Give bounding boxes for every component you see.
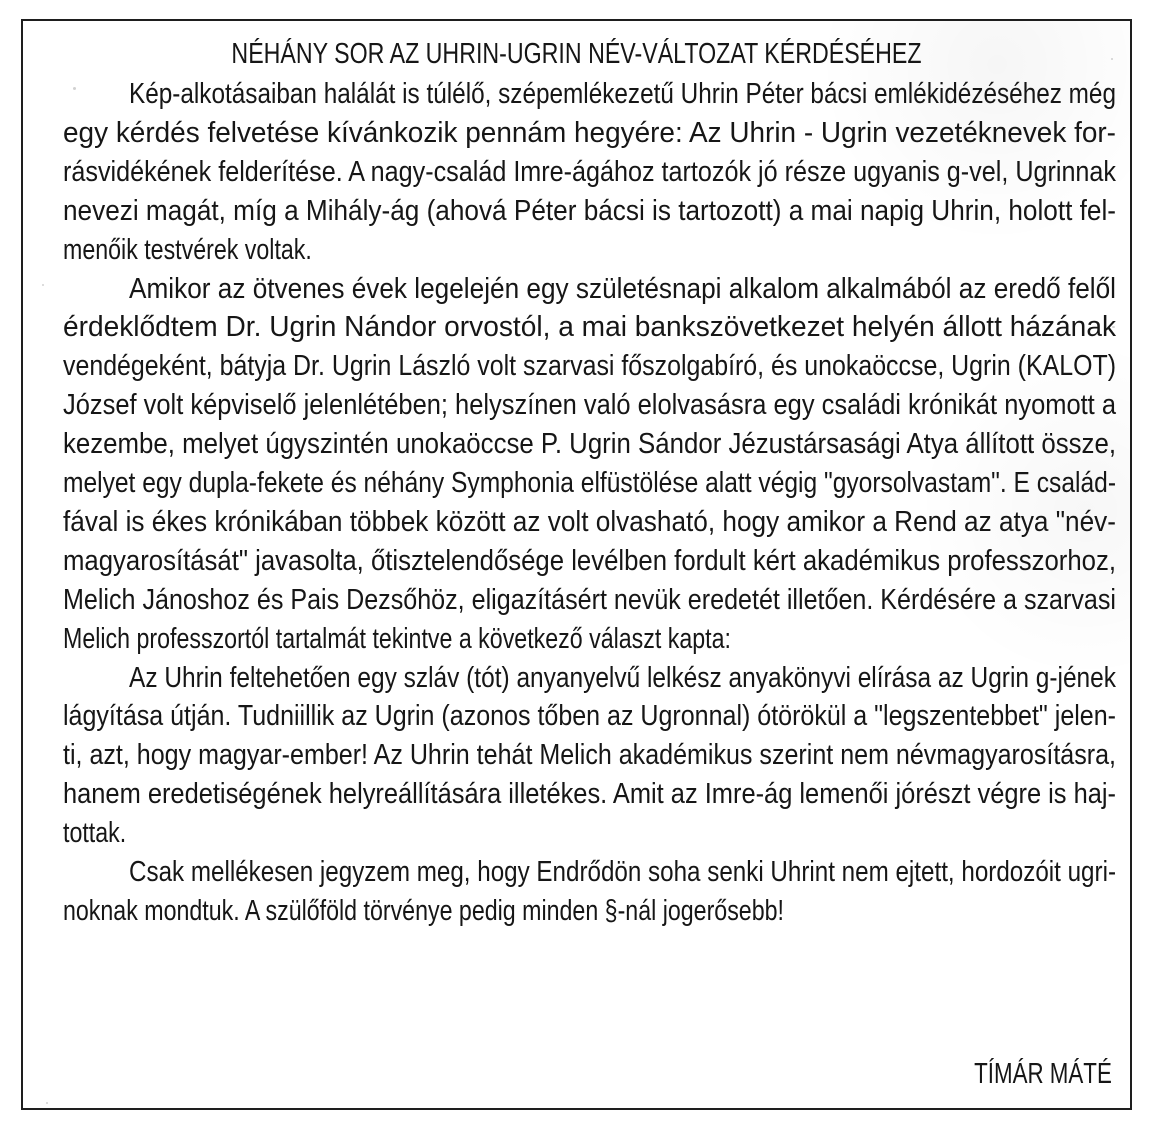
scan-speck: [46, 1102, 48, 1104]
text-line: ti, azt, hogy magyar-ember! Az Uhrin tehát Melich akadémikus szerint nem névmagyarosításra,: [63, 739, 1116, 772]
text-line: melyet egy dupla-fekete és néhány Symphonia elfüstölése alatt végig "gyorsolvastam". E család-: [63, 467, 1116, 499]
article-frame: [21, 19, 1132, 1110]
scan-speck: [1111, 58, 1113, 60]
text-line: Amikor az ötvenes évek legelején egy születésnapi alkalom alkalmából az eredő felől: [129, 272, 1116, 305]
text-line: Kép-alkotásaiban halálát is túlélő, szépemlékezetű Uhrin Péter bácsi emlékidézéséhez még: [129, 78, 1116, 110]
text-line: Csak mellékesen jegyzem meg, hogy Endrődön soha senki Uhrint nem ejtett, hordozóit ugri-: [129, 856, 1116, 888]
text-line: kezembe, melyet úgyszintén unokaöccse P. Ugrin Sándor Jézustársasági Atya állított össze,: [63, 428, 1116, 461]
text-line: hanem eredetiségének helyreállítására illetékes. Amit az Imre-ág lemenői jórészt végre is haj-: [63, 778, 1116, 811]
text-line: magyarosítását" javasolta, őtisztelendősége levélben fordult kért akadémikus professzorhoz,: [63, 544, 1116, 577]
text-line: rásvidékének felderítése. A nagy-család Imre-ágához tartozók jó része ugyanis g-vel, Ugrinnak: [63, 155, 1116, 188]
author-signature: TÍMÁR MÁTÉ: [974, 1058, 1112, 1090]
text-line: egy kérdés felvetése kívánkozik pennám hegyére: Az Uhrin - Ugrin vezetéknevek for-: [63, 116, 1116, 149]
text-line: menőik testvérek voltak.: [63, 233, 312, 266]
text-line: nevezi magát, míg a Mihály-ág (ahová Péter bácsi is tartozott) a mai napig Uhrin, holott fel-: [63, 194, 1116, 227]
text-line: lágyítása útján. Tudniillik az Ugrin (azonos tőben az Ugronnal) ótörökül a "legszentebbet" jelen-: [63, 700, 1116, 733]
scan-speck: [73, 87, 76, 90]
text-line: Melich Jánoshoz és Pais Dezsőhöz, eligazításért nevük eredetét illetően. Kérdésére a szarvasi: [63, 583, 1116, 616]
scan-speck: [42, 284, 44, 286]
page-title: NÉHÁNY SOR AZ UHRIN-UGRIN NÉV-VÁLTOZAT KÉRDÉSÉHEZ: [231, 38, 922, 70]
text-line: érdeklődtem Dr. Ugrin Nándor orvostól, a mai bankszövetkezet helyén állott házának: [63, 311, 1116, 344]
text-line: noknak mondtuk. A szülőföld törvénye pedig minden §-nál jogerősebb!: [63, 894, 784, 927]
text-line: fával is ékes krónikában többek között az volt olvasható, hogy amikor a Rend az atya "név-: [63, 505, 1116, 538]
text-line: vendégeként, bátyja Dr. Ugrin László volt szarvasi főszolgabíró, és unokaöccse, Ugrin (KALOT): [63, 350, 1116, 383]
text-line: tottak.: [63, 817, 127, 850]
text-line: Melich professzortól tartalmát tekintve a következő választ kapta:: [63, 622, 731, 655]
text-line: József volt képviselő jelenlétében; helyszínen való elolvasásra egy családi krónikát nyomott a: [63, 389, 1116, 422]
scan-speck: [1112, 326, 1115, 328]
text-line: Az Uhrin feltehetően egy szláv (tót) anyanyelvű lelkész anyakönyvi elírása az Ugrin g-jének: [129, 661, 1116, 694]
